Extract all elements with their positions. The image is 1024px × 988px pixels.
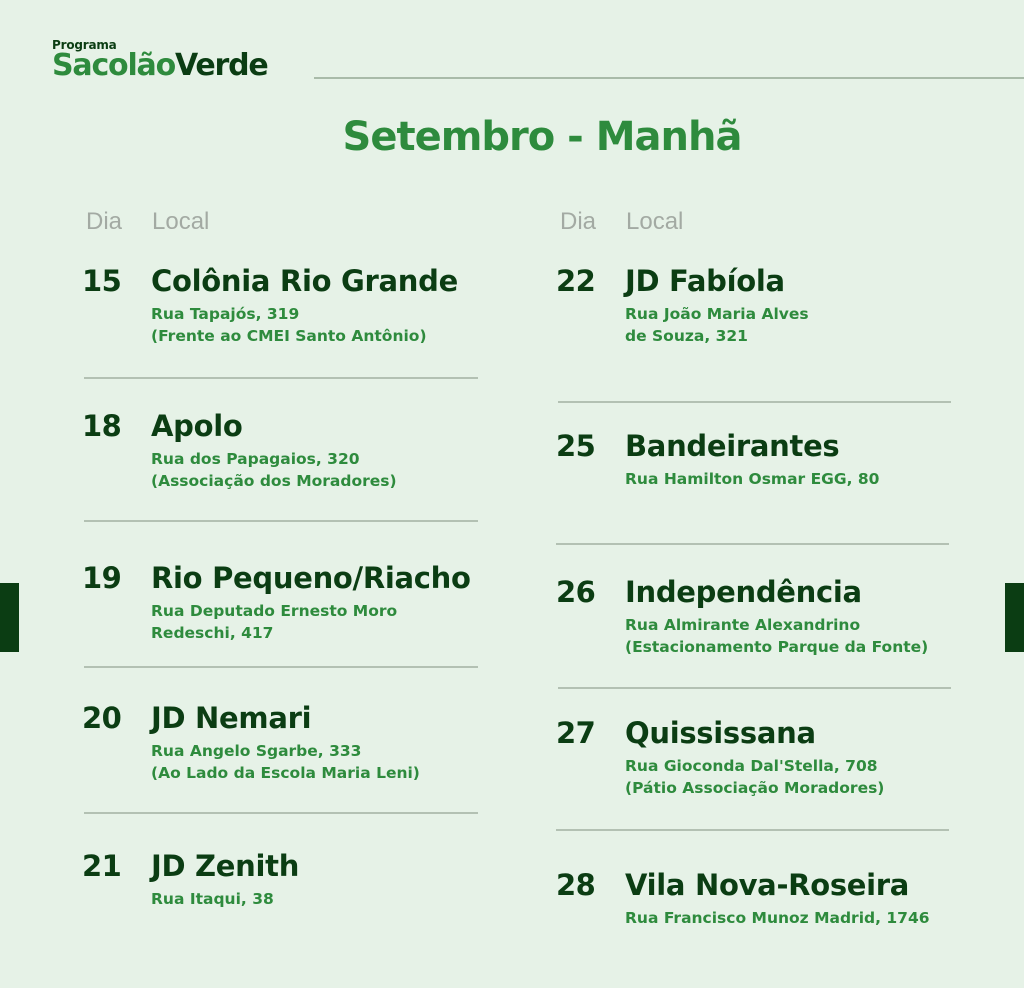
- entry-address-line2: (Estacionamento Parque da Fonte): [625, 638, 929, 656]
- right-header-day: Dia: [560, 208, 597, 235]
- entry-address: [625, 468, 879, 490]
- left-side-tab: [0, 583, 19, 652]
- row-divider: [84, 520, 478, 522]
- entry-address-line2: (Pátio Associação Moradores): [625, 779, 885, 797]
- row-divider: [558, 401, 951, 403]
- entry-address-line2: (Frente ao CMEI Santo Antônio): [151, 327, 427, 345]
- entry-day: 15: [82, 264, 122, 298]
- row-divider: [84, 666, 478, 668]
- entry-address-line1: Rua Itaqui, 38: [151, 890, 274, 908]
- entry-place: JD Nemari: [151, 701, 312, 735]
- entry-address: [625, 907, 930, 929]
- entry-place: Independência: [625, 575, 862, 609]
- entry-address: [625, 303, 809, 347]
- entry-address-line2: (Ao Lado da Escola Maria Leni): [151, 764, 420, 782]
- entry-place: Apolo: [151, 409, 243, 443]
- entry-address: [151, 740, 420, 784]
- page-title: Setembro - Manhã: [342, 114, 742, 160]
- entry-address-line1: Rua Gioconda Dal'Stella, 708: [625, 757, 878, 775]
- entry-day: 28: [556, 868, 596, 902]
- logo-wordmark: [52, 48, 268, 83]
- row-divider: [84, 812, 478, 814]
- header-divider: [314, 77, 1024, 79]
- entry-day: 21: [82, 849, 122, 883]
- entry-address-line1: Rua Angelo Sgarbe, 333: [151, 742, 362, 760]
- entry-day: 19: [82, 561, 122, 595]
- row-divider: [556, 543, 949, 545]
- logo-wordmark-sacolao: Sacolão: [52, 48, 175, 83]
- left-header-local: Local: [152, 208, 210, 235]
- entry-address-line2: Redeschi, 417: [151, 624, 274, 642]
- row-divider: [558, 687, 951, 689]
- entry-address-line1: Rua Almirante Alexandrino: [625, 616, 861, 634]
- entry-address-line1: Rua Deputado Ernesto Moro: [151, 602, 398, 620]
- entry-address: [625, 755, 884, 799]
- entry-day: 27: [556, 716, 596, 750]
- right-side-tab: [1005, 583, 1024, 652]
- entry-address: [151, 303, 427, 347]
- entry-day: 18: [82, 409, 122, 443]
- entry-place: JD Zenith: [151, 849, 300, 883]
- entry-place: Quississana: [625, 716, 816, 750]
- entry-day: 25: [556, 429, 596, 463]
- entry-address-line1: Rua Tapajós, 319: [151, 305, 300, 323]
- logo-program-label: Programa: [52, 38, 117, 52]
- entry-address-line2: (Associação dos Moradores): [151, 472, 397, 490]
- entry-address-line1: Rua dos Papagaios, 320: [151, 450, 360, 468]
- entry-address: [625, 614, 928, 658]
- right-header-local: Local: [626, 208, 684, 235]
- entry-address-line2: de Souza, 321: [625, 327, 748, 345]
- logo-wordmark-verde: Verde: [174, 48, 268, 83]
- entry-address: [151, 448, 397, 492]
- row-divider: [84, 377, 478, 379]
- sacolao-verde-logo: [52, 38, 268, 81]
- entry-address-line1: Rua Hamilton Osmar EGG, 80: [625, 470, 880, 488]
- entry-day: 20: [82, 701, 122, 735]
- entry-place: JD Fabíola: [625, 264, 785, 298]
- entry-day: 26: [556, 575, 596, 609]
- entry-address: [151, 600, 397, 644]
- entry-address-line1: Rua Francisco Munoz Madrid, 1746: [625, 909, 930, 927]
- entry-place: Bandeirantes: [625, 429, 840, 463]
- row-divider: [556, 829, 949, 831]
- entry-place: Rio Pequeno/Riacho: [151, 561, 471, 595]
- entry-place: Vila Nova-Roseira: [625, 868, 910, 902]
- entry-address-line1: Rua João Maria Alves: [625, 305, 809, 323]
- left-header-day: Dia: [86, 208, 123, 235]
- entry-place: Colônia Rio Grande: [151, 264, 458, 298]
- entry-day: 22: [556, 264, 596, 298]
- entry-address: [151, 888, 274, 910]
